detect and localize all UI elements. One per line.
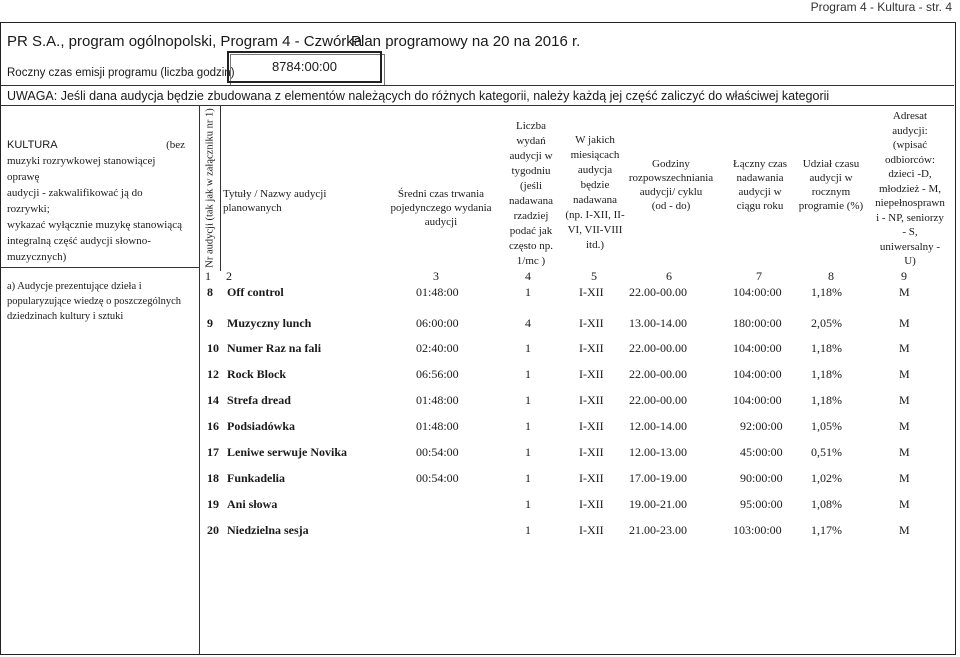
header-hours-line: (od - do)	[651, 200, 691, 212]
cell-months: I-XII	[579, 316, 604, 330]
cell-share: 2,05%	[811, 316, 842, 330]
category-line: (bez	[166, 139, 185, 151]
cell-avg: 01:48:00	[416, 393, 459, 407]
cell-weekly: 4	[525, 316, 531, 330]
cell-share: 1,17%	[811, 523, 842, 537]
category-description	[7, 137, 185, 265]
emission-value: 8784:00:00	[227, 51, 382, 83]
category-line: integralną część audycji słowno-	[7, 235, 151, 247]
cell-months: I-XII	[579, 523, 604, 537]
header-hours	[621, 157, 721, 213]
cell-months: I-XII	[579, 285, 604, 299]
category-line: muzycznych)	[7, 251, 67, 263]
header-total-line: audycji w	[738, 186, 782, 198]
header-share-line: rocznym	[811, 186, 851, 198]
header-avg-line: pojedynczego wydania	[390, 202, 492, 214]
col-divider	[199, 105, 200, 654]
cell-share: 1,18%	[811, 393, 842, 407]
cell-total: 92:00:00	[740, 419, 783, 433]
header-months-line: będzie	[580, 179, 610, 191]
cell-target: M	[899, 393, 910, 407]
note: UWAGA: Jeśli dana audycja będzie zbudowana z elementów należących do różnych kategorii, należy każdą jej część zaliczyć do właściwej kategorii	[7, 89, 830, 103]
header-target-line: U)	[904, 255, 916, 267]
cell-weekly: 1	[525, 445, 531, 459]
cell-months: I-XII	[579, 419, 604, 433]
cell-nr: 20	[207, 523, 219, 537]
cell-hours: 21.00-23.00	[629, 523, 687, 537]
cell-target: M	[899, 316, 910, 330]
header-title-line: Tytuły / Nazwy audycji	[223, 188, 327, 200]
header-title-line: planowanych	[223, 202, 282, 214]
cell-nr: 18	[207, 471, 219, 485]
header-weekly-line: (jeśli	[520, 180, 542, 192]
cell-share: 0,51%	[811, 445, 842, 459]
header-share-line: programie (%)	[798, 200, 864, 212]
cell-share: 1,18%	[811, 367, 842, 381]
cell-hours: 22.00-00.00	[629, 341, 687, 355]
document-title: PR S.A., program ogólnopolski, Program 4 - Czwórka	[7, 33, 363, 50]
cell-hours: 22.00-00.00	[629, 393, 687, 407]
cell-total: 95:00:00	[740, 497, 783, 511]
header-total-line: nadawania	[736, 172, 784, 184]
cell-share: 1,02%	[811, 471, 842, 485]
cell-avg: 00:54:00	[416, 471, 459, 485]
cell-share: 1,18%	[811, 341, 842, 355]
cell-share: 1,05%	[811, 419, 842, 433]
category-name: KULTURA	[7, 139, 58, 151]
cell-title: Muzyczny lunch	[227, 316, 312, 330]
cell-target: M	[899, 445, 910, 459]
header-weekly-line: nadawana	[509, 195, 553, 207]
cell-title: Leniwe serwuje Novika	[227, 445, 347, 459]
document-frame	[0, 22, 956, 655]
cell-months: I-XII	[579, 393, 604, 407]
header-nr-cell	[201, 107, 219, 269]
header-hours-line: rozpowszechniania	[628, 172, 714, 184]
cell-nr: 14	[207, 393, 219, 407]
header-months-line: miesiącach	[570, 149, 620, 161]
header-weekly-line: Liczba	[516, 120, 546, 132]
cell-months: I-XII	[579, 367, 604, 381]
cell-avg: 06:56:00	[416, 367, 459, 381]
header-target-line: uniwersalny -	[879, 240, 941, 253]
cell-hours: 19.00-21.00	[629, 497, 687, 511]
cell-weekly: 1	[525, 393, 531, 407]
cell-weekly: 1	[525, 419, 531, 433]
cell-title: Niedzielna sesja	[227, 523, 309, 537]
header-weekly-line: podać jak	[509, 225, 553, 237]
header-share	[793, 157, 869, 213]
header-months-line: W jakich	[575, 134, 615, 146]
cell-nr: 17	[207, 445, 219, 459]
cell-hours: 22.00-00.00	[629, 285, 687, 299]
header-nr: Nr audycji (tak jak w załączniku nr 1)	[204, 108, 216, 268]
divider	[1, 85, 954, 86]
cell-target: M	[899, 497, 910, 511]
header-share-line: Udział czasu	[802, 158, 860, 170]
category-line: muzyki rozrywkowej stanowiącej oprawę	[7, 155, 156, 183]
page-header: Program 4 - Kultura - str. 4	[810, 0, 952, 14]
cell-title: Numer Raz na fali	[227, 341, 322, 355]
cell-months: I-XII	[579, 471, 604, 485]
divider	[1, 267, 199, 268]
cell-total: 104:00:00	[733, 285, 782, 299]
header-weekly-line: wydań	[516, 135, 546, 147]
plan-year: na 2016 r.	[509, 33, 581, 50]
cell-weekly: 1	[525, 497, 531, 511]
cell-nr: 8	[207, 285, 213, 299]
header-hours-line: audycji/ cyklu	[639, 186, 703, 198]
header-target-line: - S,	[902, 226, 918, 238]
col-number: 8	[828, 269, 834, 283]
cell-total: 104:00:00	[733, 393, 782, 407]
header-hours-line: Godziny	[652, 158, 690, 170]
header-total-line: ciągu roku	[736, 200, 784, 212]
header-total-line: Łączny czas	[732, 158, 788, 170]
cell-avg: 01:48:00	[416, 285, 459, 299]
cell-hours: 12.00-13.00	[629, 445, 687, 459]
header-target-line: młodzież - M,	[878, 182, 941, 195]
header-title	[223, 187, 373, 215]
header-avg	[381, 187, 501, 229]
col-number: 9	[901, 269, 907, 283]
header-weekly-line: 1/mc )	[516, 255, 546, 267]
header-weekly-line: tygodniu	[511, 165, 551, 177]
cell-hours: 22.00-00.00	[629, 367, 687, 381]
header-share-line: audycji w	[809, 172, 853, 184]
cell-hours: 17.00-19.00	[629, 471, 687, 485]
cell-nr: 19	[207, 497, 219, 511]
header-weekly-line: często np.	[509, 240, 553, 252]
cell-weekly: 1	[525, 471, 531, 485]
cell-title: Rock Block	[227, 367, 287, 381]
subcategory-line: dziedzinach kultury i sztuki	[7, 311, 124, 322]
header-target	[867, 109, 953, 269]
cell-nr: 10	[207, 341, 219, 355]
col-divider	[220, 105, 221, 271]
cell-total: 45:00:00	[740, 445, 783, 459]
subcategory-line: a) Audycje prezentujące dzieła i	[7, 281, 142, 292]
cell-title: Podsiadówka	[227, 419, 296, 433]
header-weekly-line: rzadziej	[513, 210, 549, 222]
header-target-line: niepełnosprawn	[875, 197, 945, 209]
cell-total: 90:00:00	[740, 471, 783, 485]
cell-nr: 9	[207, 316, 213, 330]
col-number: 4	[525, 269, 531, 283]
cell-weekly: 1	[525, 341, 531, 355]
cell-title: Funkadelia	[227, 471, 286, 485]
plan-label: Plan programowy na 20 na 2016 r.	[351, 33, 581, 50]
cell-weekly: 1	[525, 367, 531, 381]
header-avg-line: audycji	[424, 216, 458, 228]
header-target-line: (wpisać	[892, 139, 928, 151]
cell-total: 180:00:00	[733, 316, 782, 330]
cell-avg: 01:48:00	[416, 419, 459, 433]
header-months-line: (np. I-XII, II-	[565, 209, 625, 221]
header-target-line: Adresat	[892, 110, 928, 122]
cell-avg: 06:00:00	[416, 316, 459, 330]
divider	[1, 105, 954, 106]
cell-share: 1,18%	[811, 285, 842, 299]
header-weekly-line: audycji w	[509, 150, 553, 162]
cell-target: M	[899, 419, 910, 433]
header-months-line: nadawana	[573, 194, 617, 206]
cell-title: Ani słowa	[227, 497, 278, 511]
cell-weekly: 1	[525, 523, 531, 537]
header-target-line: odbiorców:	[884, 153, 936, 166]
cell-total: 104:00:00	[733, 341, 782, 355]
cell-hours: 12.00-14.00	[629, 419, 687, 433]
category-line: wykazać wyłącznie muzykę stanowiącą	[7, 219, 182, 231]
cell-total: 104:00:00	[733, 367, 782, 381]
cell-total: 103:00:00	[733, 523, 782, 537]
cell-target: M	[899, 471, 910, 485]
emission-label: Roczny czas emisji programu (liczba godzin)	[7, 67, 235, 79]
cell-share: 1,08%	[811, 497, 842, 511]
header-target-line: dzieci -D,	[888, 168, 932, 180]
cell-target: M	[899, 367, 910, 381]
cell-title: Strefa dread	[227, 393, 291, 407]
cell-months: I-XII	[579, 445, 604, 459]
cell-avg: 00:54:00	[416, 445, 459, 459]
category-line: audycji - zakwalifikować ją do rozrywki;	[7, 187, 143, 215]
header-months-line: itd.)	[585, 239, 605, 251]
cell-hours: 13.00-14.00	[629, 316, 687, 330]
cell-weekly: 1	[525, 285, 531, 299]
header-total	[719, 157, 801, 213]
subcategory	[7, 279, 197, 324]
header-months-line: VI, VII-VIII	[567, 224, 623, 236]
cell-target: M	[899, 523, 910, 537]
header-avg-line: Średni czas trwania	[397, 188, 485, 200]
cell-months: I-XII	[579, 497, 604, 511]
col-number: 3	[433, 269, 439, 283]
header-weekly	[501, 119, 561, 269]
cell-target: M	[899, 285, 910, 299]
col-number: 6	[666, 269, 672, 283]
cell-nr: 12	[207, 367, 219, 381]
header-target-line: i - NP, seniorzy	[876, 211, 944, 224]
col-number: 5	[591, 269, 597, 283]
cell-nr: 16	[207, 419, 219, 433]
cell-target: M	[899, 341, 910, 355]
cell-months: I-XII	[579, 341, 604, 355]
subcategory-line: popularyzujące wiedzę o poszczególnych	[7, 296, 182, 307]
cell-title: Off control	[227, 285, 284, 299]
header-target-line: audycji:	[892, 124, 928, 137]
col-number: 1	[205, 269, 211, 283]
col-number: 2	[226, 269, 232, 283]
col-number: 7	[756, 269, 762, 283]
header-months-line: audycja	[577, 164, 613, 176]
cell-avg: 02:40:00	[416, 341, 459, 355]
